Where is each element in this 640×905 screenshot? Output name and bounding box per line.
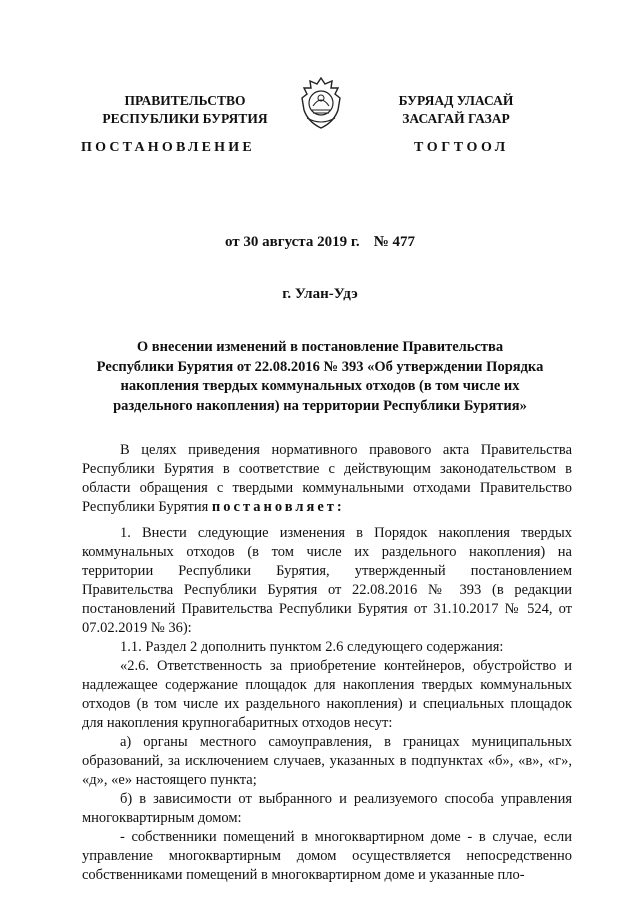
government-name-line1: ПРАВИТЕЛЬСТВО	[124, 93, 246, 108]
subitem-a: а) органы местного самоуправления, в границах муниципальных образований, за исключением случаев, указанных в подпунктах «б», «в», «г», «д», «е» настоящего пункта;	[82, 734, 572, 788]
government-name-line2: РЕСПУБЛИКИ БУРЯТИЯ	[102, 111, 268, 126]
government-name	[100, 92, 270, 128]
item-1: 1. Внести следующие изменения в Порядок накопления твердых коммунальных отходов (в том числе их раздельного накопления) на территории Республики Бурятия, утвержденный постановлением Правительства Республики Бурятия от 22.08.2016 № 393 (в редакции постановлений Правительства Республики Бурятия от 31.10.2017 № 524, от 07.02.2019 № 36):	[82, 525, 572, 636]
title-line: Республики Бурятия от 22.08.2016 № 393 «Об утверждении Порядка	[96, 358, 544, 375]
subitem-b: б) в зависимости от выбранного и реализуемого способа управления многоквартирным домом:	[82, 791, 572, 826]
subitem-b-dash-1: - собственники помещений в многоквартирном доме - в случае, если управление многоквартирным домом осуществляется непосредственно собственниками помещений в многоквартирном доме и указанные пло-	[82, 829, 572, 883]
title-line: накопления твердых коммунальных отходов (в том числе их	[120, 378, 520, 394]
preamble	[82, 441, 572, 517]
preamble-text: В целях приведения нормативного правового акта Правительства Республики Бурятия в соответствие с действующим законодательством в области обращения с твердыми коммунальными отходами Правительство Республики Бурятия	[82, 442, 572, 515]
document-body	[82, 524, 572, 885]
decree-word: постановляет:	[211, 499, 345, 515]
government-name-buryat	[374, 92, 538, 128]
coat-of-arms-icon	[298, 76, 344, 130]
title-line: раздельного накопления) на территории Республики Бурятия»	[113, 397, 527, 414]
item-1-1: 1.1. Раздел 2 дополнить пунктом 2.6 следующего содержания:	[120, 639, 504, 655]
document-type: ПОСТАНОВЛЕНИЕ	[81, 140, 255, 155]
document-title	[80, 338, 560, 416]
date-number-line	[0, 234, 640, 251]
title-line: О внесении изменений в постановление Правительства	[136, 339, 504, 355]
document-type-buryat: ТОГТООЛ	[414, 140, 509, 155]
item-2-6: «2.6. Ответственность за приобретение контейнеров, обустройство и надлежащее содержание площадок для накопления твердых коммунальных отходов (в том числе их раздельного накопления) и специальных площадок для накопления крупногабаритных отходов несут:	[82, 658, 572, 731]
document-number: № 477	[373, 234, 416, 250]
government-name-buryat-line1: БУРЯАД УЛАСАЙ	[398, 93, 514, 108]
government-name-buryat-line2: ЗАСАГАЙ ГАЗАР	[402, 111, 510, 126]
document-city: г. Улан-Удэ	[282, 286, 358, 302]
document-date: от 30 августа 2019 г.	[224, 234, 360, 250]
